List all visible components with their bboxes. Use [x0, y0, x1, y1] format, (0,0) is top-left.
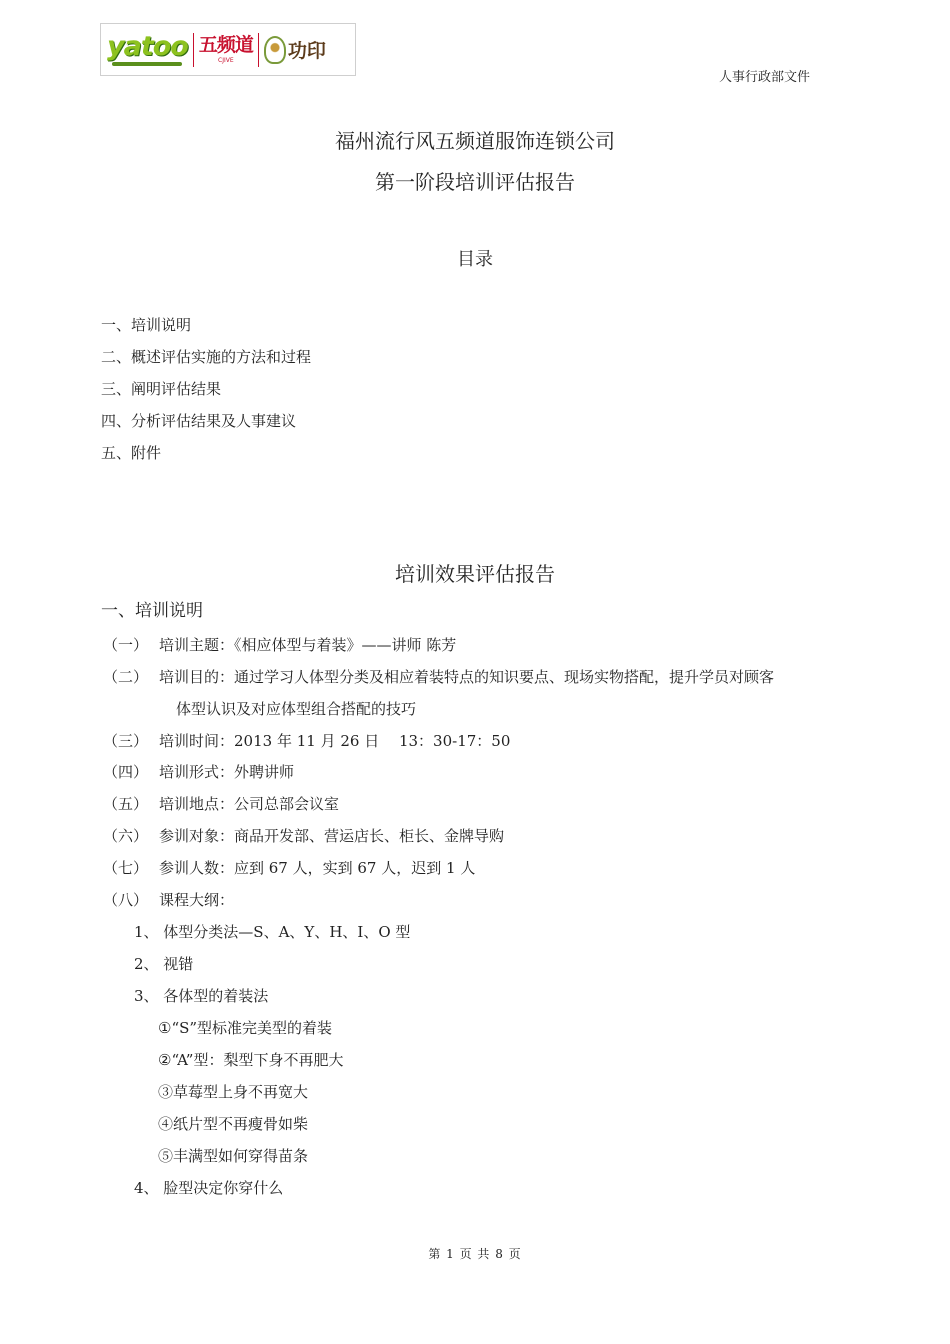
yatoo-logo-text: yatoo — [107, 31, 188, 62]
yatoo-logo — [107, 24, 188, 75]
gongyin-logo — [264, 24, 326, 75]
item-text: 培训地点：公司总部会议室 — [159, 795, 340, 813]
item-text: 培训主题：《相应体型与着装》——讲师 陈芳 — [159, 636, 457, 654]
toc-item: 五、附件 — [101, 444, 162, 462]
outline-item: 1、 体型分类法—S、A、Y、H、I、O 型 — [134, 923, 411, 941]
wupindao-logo — [199, 24, 253, 75]
logo-divider — [258, 33, 259, 67]
logo-divider — [193, 33, 194, 67]
toc-item: 一、培训说明 — [101, 316, 192, 334]
gongyin-emblem-icon — [264, 36, 286, 64]
wupindao-logo-subtext: CJIVE — [218, 56, 234, 64]
outline-item: 3、 各体型的着装法 — [134, 987, 269, 1005]
report-title: 培训效果评估报告 — [395, 562, 555, 586]
toc-item: 四、分析评估结果及人事建议 — [101, 412, 297, 430]
item-number: （一） — [103, 636, 149, 654]
page-footer: 第 1 页 共 8 页 — [428, 1247, 522, 1261]
outline-subitem: ④纸片型不再瘦骨如柴 — [158, 1115, 309, 1133]
item-number: （三） — [103, 732, 149, 750]
section-heading: 一、培训说明 — [101, 601, 203, 621]
toc-heading: 目录 — [457, 249, 493, 270]
toc-item: 二、概述评估实施的方法和过程 — [101, 348, 312, 366]
item-number: （八） — [103, 891, 149, 909]
item-number: （五） — [103, 795, 149, 813]
item-text: 课程大纲： — [159, 891, 235, 909]
company-logos — [100, 23, 356, 76]
item-text: 参训对象：商品开发部、营运店长、柜长、金牌导购 — [159, 827, 505, 845]
item-number: （七） — [103, 859, 149, 877]
outline-subitem: ③草莓型上身不再宽大 — [158, 1083, 309, 1101]
document-title-report: 第一阶段培训评估报告 — [375, 170, 575, 194]
outline-subitem: ⑤丰满型如何穿得苗条 — [158, 1147, 309, 1165]
outline-item: 4、 脸型决定你穿什么 — [134, 1179, 284, 1197]
yatoo-logo-bar — [112, 62, 182, 66]
wupindao-logo-text: 五频道 — [198, 33, 253, 56]
item-text: 参训人数：应到 67 人，实到 67 人，迟到 1 人 — [159, 859, 476, 877]
item-text: 培训形式：外聘讲师 — [159, 763, 295, 781]
item-text: 培训目的：通过学习人体型分类及相应着装特点的知识要点、现场实物搭配，提升学员对顾客 — [159, 668, 775, 686]
department-label: 人事行政部文件 — [719, 70, 811, 85]
toc-item: 三、阐明评估结果 — [101, 380, 222, 398]
outline-subitem: ②“A”型：梨型下身不再肥大 — [158, 1051, 344, 1069]
item-number: （四） — [103, 763, 149, 781]
gongyin-logo-text: 功印 — [287, 40, 326, 62]
item-number: （六） — [103, 827, 149, 845]
outline-subitem: ①“S”型标准完美型的着装 — [158, 1019, 333, 1037]
item-text: 培训时间：2013 年 11 月 26 日 13：30-17：50 — [159, 732, 511, 750]
outline-item: 2、 视错 — [134, 955, 194, 973]
item-number: （二） — [103, 668, 149, 686]
item-text-continued: 体型认识及对应体型组合搭配的技巧 — [176, 700, 417, 718]
document-title-company: 福州流行风五频道服饰连锁公司 — [335, 129, 615, 153]
